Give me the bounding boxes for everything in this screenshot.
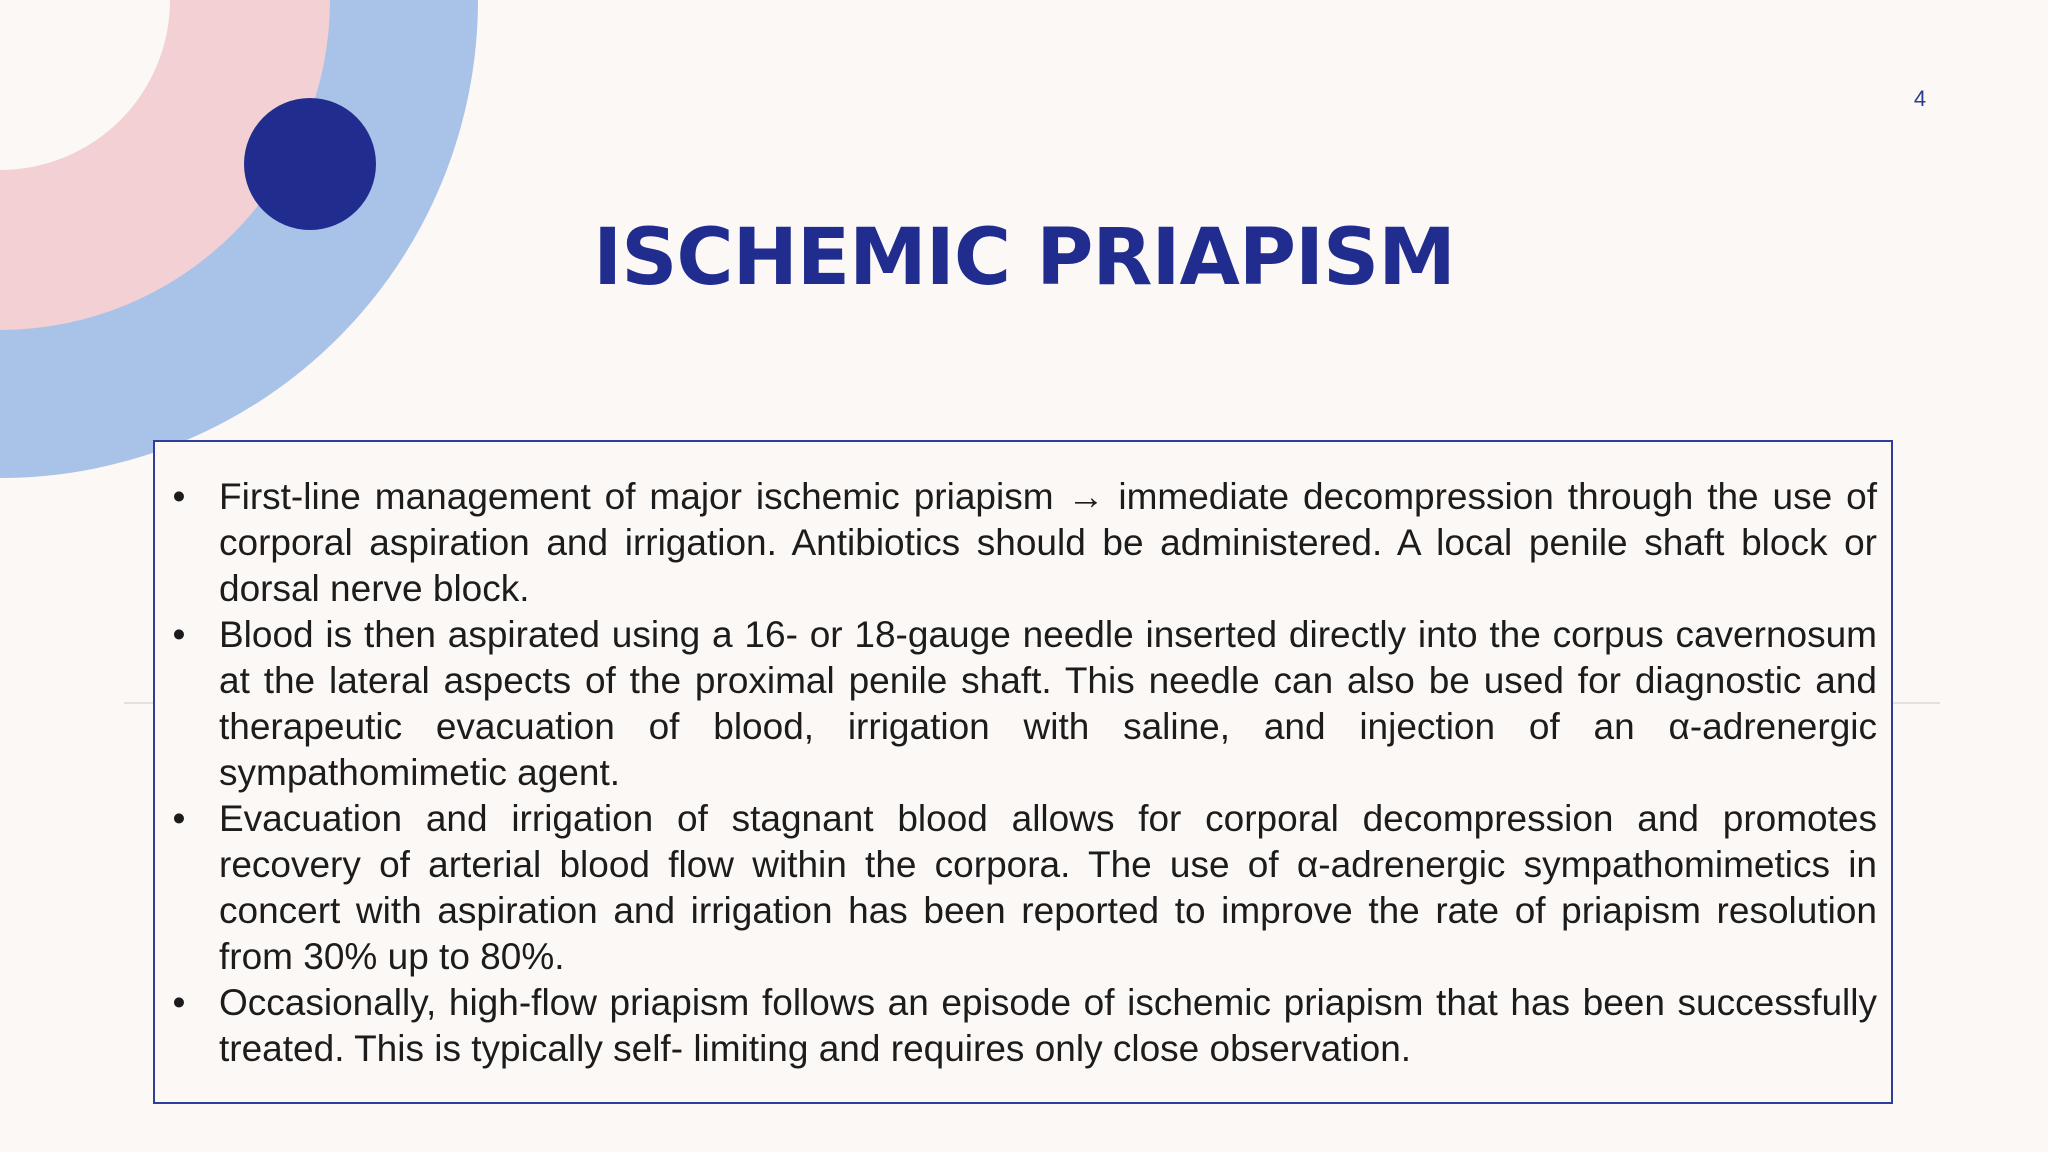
slide-title: ISCHEMIC PRIAPISM (593, 213, 1455, 303)
bullet-list (169, 474, 1877, 1072)
content-box (153, 440, 1893, 1104)
bullet-item (169, 474, 1877, 612)
bullet-text: First-line management of major ischemic priapism → immediate decompression through the use of corporal aspiration and irrigation. Antibiotics should be administered. A local penile shaft block or dorsal nerve block. (219, 476, 1877, 609)
bullet-item (169, 612, 1877, 796)
bullet-icon: • (172, 614, 186, 655)
bullet-text: Blood is then aspirated using a 16- or 18-gauge needle inserted directly into the corpus cavernosum at the lateral aspects of the proximal penile shaft. This needle can also be used for diagnostic and therapeutic evacuation of blood, irrigation with saline, and injection of an α-adrenergic sympathomimetic agent. (219, 614, 1877, 793)
bullet-text: Occasionally, high-flow priapism follows an episode of ischemic priapism that has been successfully treated. This is typically self- limiting and requires only close observation. (219, 982, 1877, 1069)
bullet-icon: • (172, 798, 186, 839)
bullet-text: Evacuation and irrigation of stagnant blood allows for corporal decompression and promotes recovery of arterial blood flow within the corpora. The use of α-adrenergic sympathomimetics in concert with aspiration and irrigation has been reported to improve the rate of priapism resolution from 30% up to 80%. (219, 798, 1877, 977)
slide-number: 4 (1913, 86, 1927, 111)
bullet-icon: • (172, 476, 186, 517)
bullet-item (169, 796, 1877, 980)
bullet-item (169, 980, 1877, 1072)
bullet-icon: • (172, 982, 186, 1023)
